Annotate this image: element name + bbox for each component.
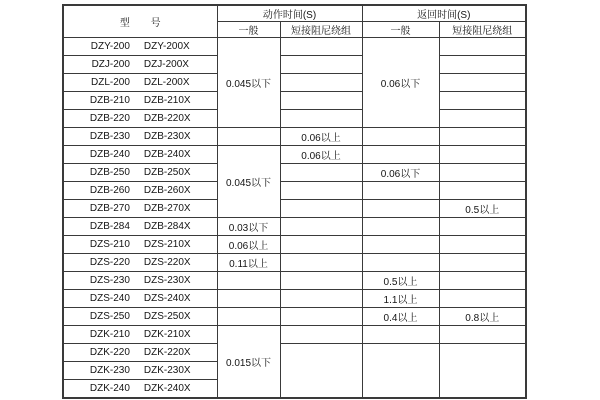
header-action-time: 动作时间(S) [217,5,362,22]
return-general-cell [362,128,439,146]
table-row [63,128,526,146]
table-row [63,290,526,308]
return-damping-cell [439,74,526,92]
table-row [63,344,526,362]
action-damping-cell [280,272,362,290]
model-cell: DZB-284 DZB-284X [63,218,217,236]
return-general-cell [362,218,439,236]
table-row [63,326,526,344]
header-model: 型 号 [63,5,217,38]
table-row [63,164,526,182]
action-general-cell: 0.015以下 [217,326,280,398]
model-cell: DZB-270 DZB-270X [63,200,217,218]
model-cell: DZK-220 DZK-220X [63,344,217,362]
return-general-cell [362,254,439,272]
return-general-cell: 1.1以上 [362,290,439,308]
return-general-cell: 0.4以上 [362,308,439,326]
model-cell: DZS-240 DZS-240X [63,290,217,308]
action-damping-cell: 0.06以上 [280,146,362,164]
action-damping-cell [280,164,362,182]
table-row [63,200,526,218]
return-damping-cell [439,182,526,200]
action-general-cell: 0.11以上 [217,254,280,272]
return-general-cell: 0.5以上 [362,272,439,290]
header-action-general: 一般 [217,22,280,38]
return-general-cell [362,182,439,200]
action-damping-cell: 0.06以上 [280,128,362,146]
model-cell: DZB-220 DZB-220X [63,110,217,128]
model-cell: DZB-250 DZB-250X [63,164,217,182]
model-cell: DZB-260 DZB-260X [63,182,217,200]
header-return-damping: 短接阻尼绕组 [439,22,526,38]
action-damping-cell [280,110,362,128]
return-damping-cell: 0.5以上 [439,200,526,218]
model-cell: DZB-230 DZB-230X [63,128,217,146]
return-damping-cell [439,218,526,236]
model-cell: DZS-210 DZS-210X [63,236,217,254]
model-cell: DZS-250 DZS-250X [63,308,217,326]
table-row [63,56,526,74]
return-damping-cell [439,56,526,74]
header-action-damping: 短接阻尼绕组 [280,22,362,38]
model-cell: DZK-240 DZK-240X [63,380,217,398]
action-damping-cell [280,74,362,92]
return-damping-cell [439,344,526,398]
action-damping-cell [280,56,362,74]
table-row [63,308,526,326]
return-damping-cell: 0.8以上 [439,308,526,326]
action-damping-cell [280,254,362,272]
action-general-cell: 0.06以上 [217,236,280,254]
table-row [63,182,526,200]
action-general-cell [217,290,280,308]
return-damping-cell [439,92,526,110]
table-row [63,38,526,56]
model-cell: DZS-220 DZS-220X [63,254,217,272]
model-cell: DZY-200 DZY-200X [63,38,217,56]
model-cell: DZS-230 DZS-230X [63,272,217,290]
return-general-cell [362,146,439,164]
action-general-cell [217,308,280,326]
model-cell: DZK-210 DZK-210X [63,326,217,344]
model-cell: DZL-200 DZL-200X [63,74,217,92]
table-row [63,92,526,110]
table-row [63,236,526,254]
action-general-cell: 0.03以下 [217,218,280,236]
action-damping-cell [280,326,362,344]
header-return-time: 返回时间(S) [362,5,526,22]
action-damping-cell [280,92,362,110]
return-damping-cell [439,254,526,272]
return-general-cell [362,326,439,344]
table-row [63,110,526,128]
action-damping-cell [280,308,362,326]
table-row [63,254,526,272]
return-damping-cell [439,146,526,164]
action-general-cell: 0.045以下 [217,38,280,128]
return-damping-cell [439,290,526,308]
table-row [63,74,526,92]
action-damping-cell [280,290,362,308]
relay-time-spec-table [62,4,527,399]
return-damping-cell [439,164,526,182]
action-damping-cell [280,344,362,398]
action-damping-cell [280,236,362,254]
action-general-cell [217,128,280,146]
action-damping-cell [280,182,362,200]
return-damping-cell [439,38,526,56]
action-damping-cell [280,200,362,218]
return-damping-cell [439,110,526,128]
return-damping-cell [439,128,526,146]
return-damping-cell [439,272,526,290]
return-general-cell: 0.06以下 [362,164,439,182]
model-cell: DZB-240 DZB-240X [63,146,217,164]
return-damping-cell [439,326,526,344]
return-general-cell [362,344,439,398]
model-cell: DZK-230 DZK-230X [63,362,217,380]
action-general-cell [217,272,280,290]
table-row [63,146,526,164]
table-row [63,272,526,290]
return-general-cell [362,200,439,218]
action-damping-cell [280,218,362,236]
model-cell: DZB-210 DZB-210X [63,92,217,110]
action-general-cell: 0.045以下 [217,146,280,218]
return-general-cell: 0.06以下 [362,38,439,128]
table-row [63,218,526,236]
model-cell: DZJ-200 DZJ-200X [63,56,217,74]
return-damping-cell [439,236,526,254]
return-general-cell [362,236,439,254]
header-return-general: 一般 [362,22,439,38]
action-damping-cell [280,38,362,56]
